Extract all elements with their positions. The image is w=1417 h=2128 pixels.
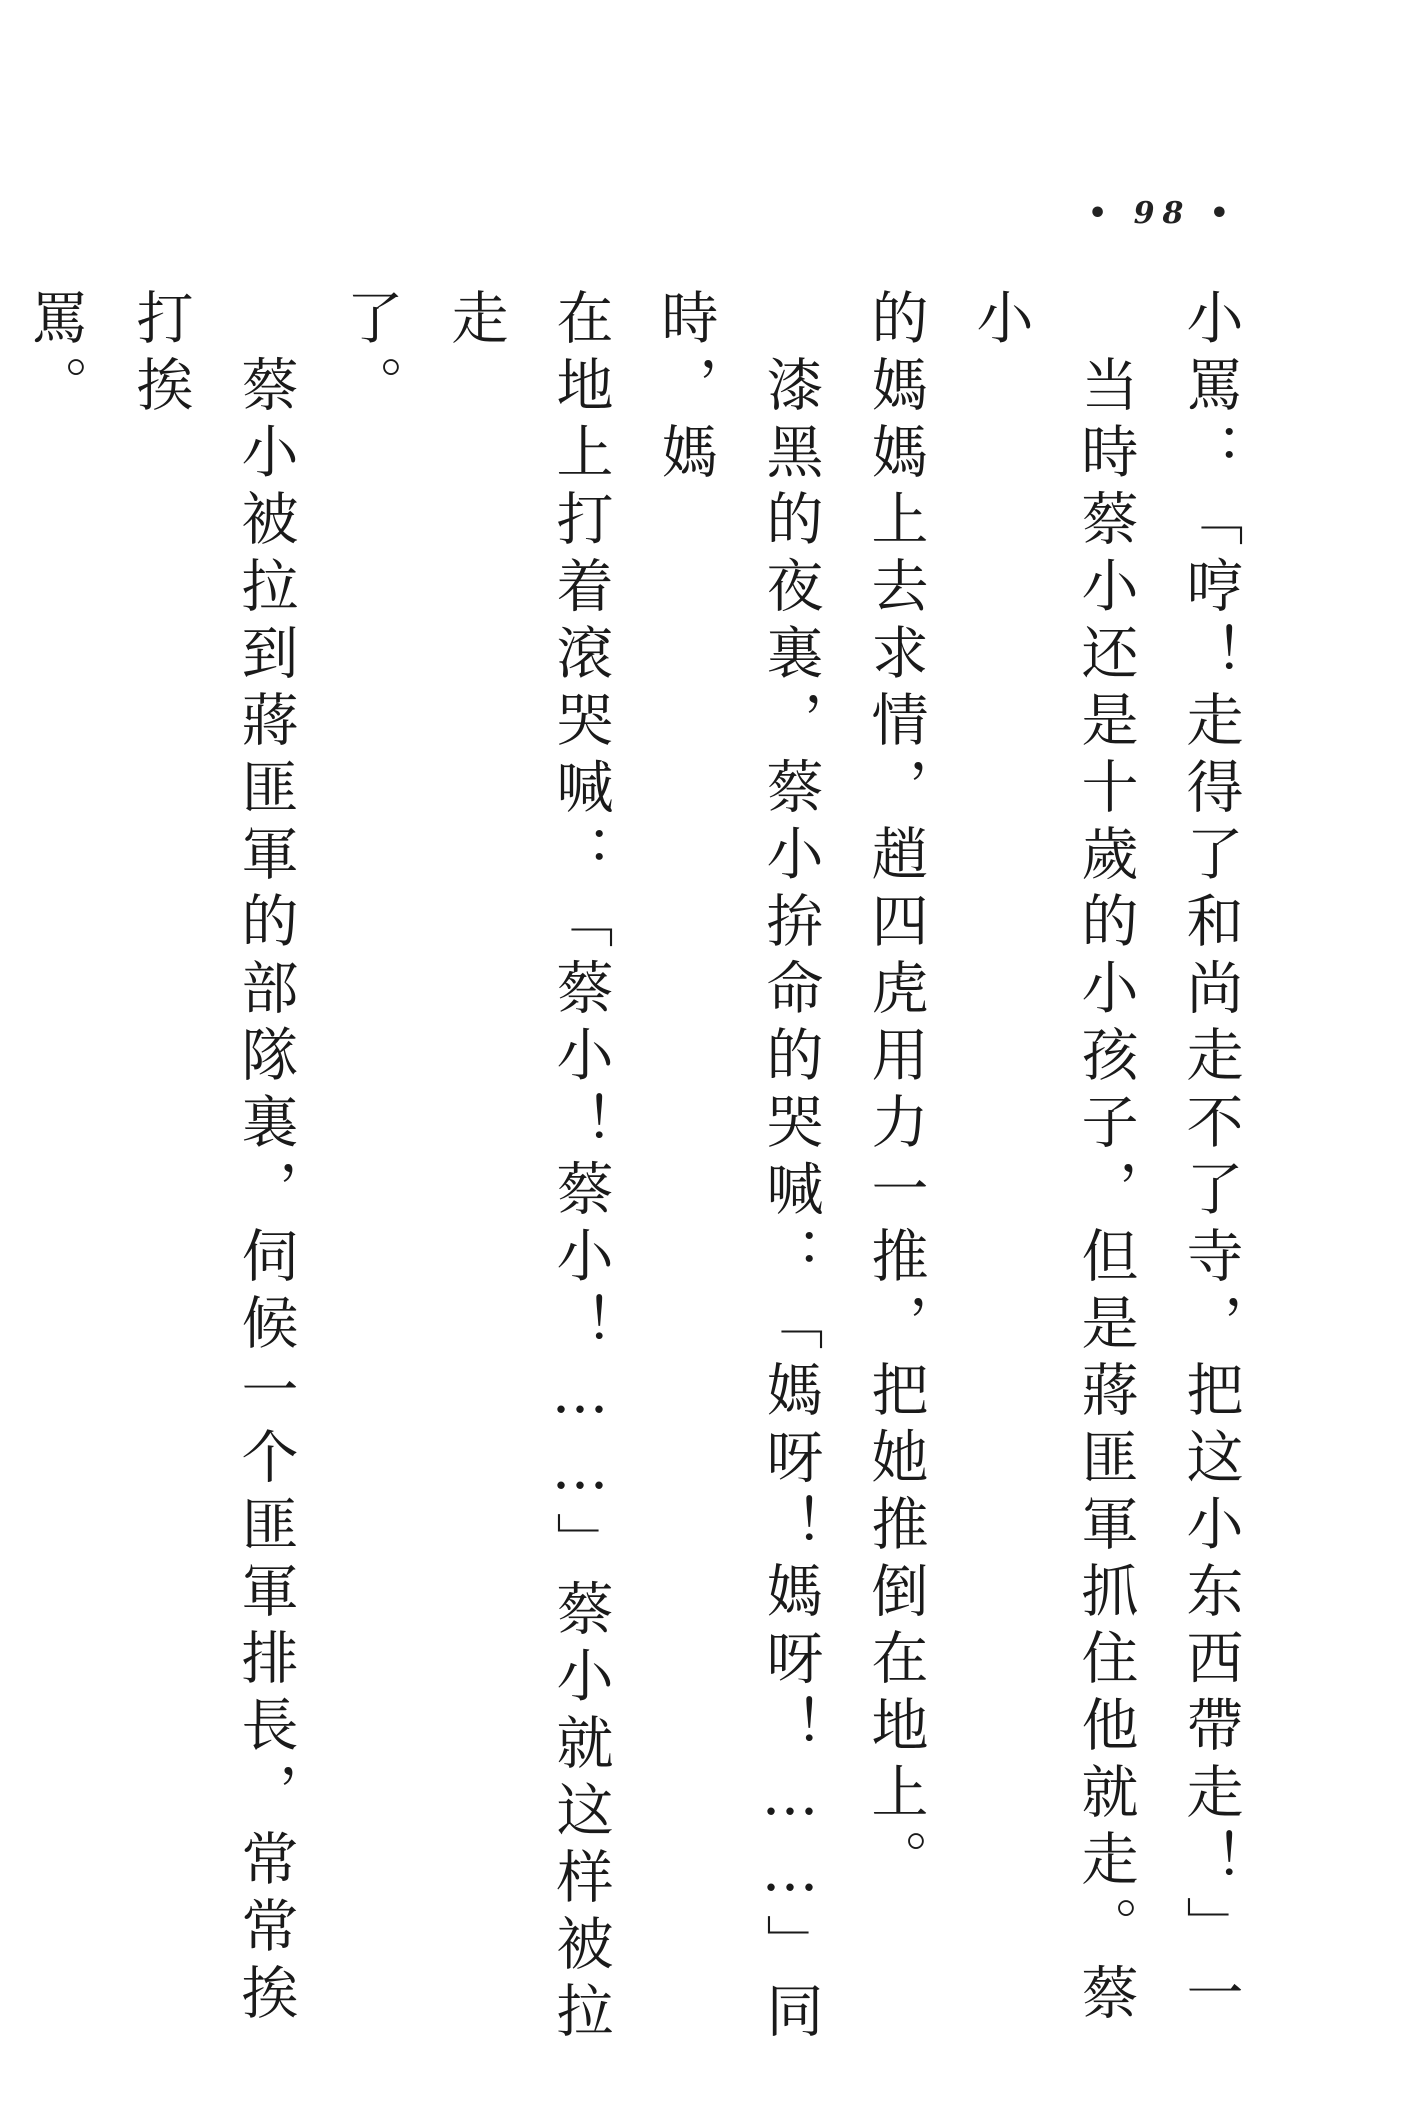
text-line: 小罵：「哼！走得了和尚走不了寺，把这小东西帶走！」一 <box>1177 288 1243 2030</box>
text-line: 了。 <box>337 288 403 422</box>
text-line: 的媽媽上去求情，趙四虎用力一推，把她推倒在地上。 <box>862 288 928 1896</box>
text-line: 在地上打着滾哭喊：「蔡小！蔡小！……」蔡小就这样被拉走 <box>442 288 613 2048</box>
text-line: 罵。 <box>22 288 88 422</box>
page-number: • 98 • <box>1088 196 1237 231</box>
text-line: 当時蔡小还是十歲的小孩子，但是蔣匪軍抓住他就走。蔡小 <box>967 288 1138 2030</box>
text-line: 蔡小被拉到蔣匪軍的部隊裏，伺候一个匪軍排長，常常挨打挨 <box>127 288 298 2030</box>
text-body <box>0 288 1262 2048</box>
text-line: 漆黑的夜裏，蔡小拚命的哭喊：「媽呀！媽呀！……」同時，媽 <box>652 288 823 2048</box>
text-line <box>0 288 2 2048</box>
